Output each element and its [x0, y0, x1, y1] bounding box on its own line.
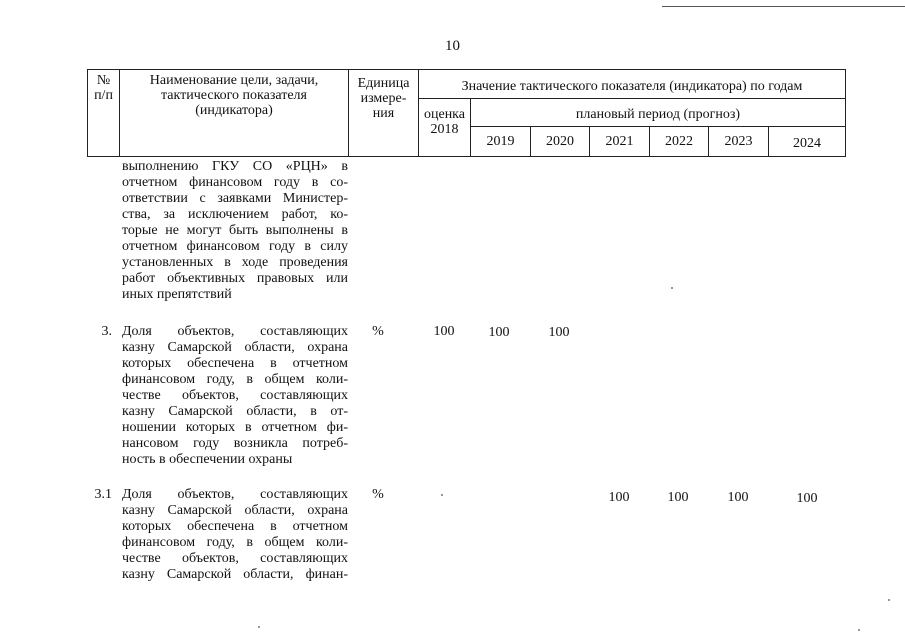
- unit-value: %: [372, 487, 384, 502]
- scan-speck: [671, 287, 673, 289]
- header-name-col: Наименование цели, задачи, тактического показателя (индикатора): [149, 73, 319, 118]
- scan-speck: [441, 494, 443, 496]
- header-right-border: [845, 69, 846, 157]
- description-line: честве объектов, составляющих: [122, 551, 348, 566]
- description-line: иных препятствий: [122, 287, 232, 302]
- value-2024: 100: [796, 491, 818, 506]
- value-2023: 100: [727, 490, 749, 505]
- header-year-2021: 2021: [605, 134, 634, 149]
- header-planned-period: плановый период (прогноз): [575, 107, 741, 122]
- header-values-title: Значение тактического показателя (индикатора) по годам: [461, 79, 803, 94]
- indicator-description: [122, 159, 348, 303]
- description-line: выполнению ГКУ СО «РЦН» в: [122, 159, 348, 174]
- description-line: которых обеспечена в отчетном: [122, 356, 348, 371]
- description-line: нансовом году возникла потреб-: [122, 436, 348, 451]
- scan-speck: [258, 626, 260, 628]
- description-line: Доля объектов, составляющих: [122, 487, 348, 502]
- unit-value: %: [372, 324, 384, 339]
- header-year-2024: 2024: [793, 136, 821, 151]
- description-line: ность в обеспечении охраны: [122, 452, 293, 467]
- header-years-divider: [470, 126, 845, 127]
- description-line: финансовом году, в общем коли-: [122, 372, 348, 387]
- description-line: торые не могут быть выполнены в: [122, 223, 348, 238]
- description-line: казну Самарской области, охрана: [122, 503, 348, 518]
- top-rule: [662, 6, 905, 7]
- description-line: честве объектов, составляющих: [122, 388, 348, 403]
- row-number: 3.1: [94, 487, 112, 502]
- description-line: ответствии с заявками Министер-: [122, 191, 348, 206]
- scan-speck: [858, 629, 860, 631]
- value-2020: 100: [548, 325, 570, 340]
- description-line: установленных в ходе проведения: [122, 255, 348, 270]
- description-line: работ объективных правовых или: [122, 271, 348, 286]
- scan-speck: [888, 599, 890, 601]
- description-line: казну Самарской области, в от-: [122, 404, 348, 419]
- description-line: ства, за исключением работ, ко-: [122, 207, 348, 222]
- row-number: 3.: [101, 324, 112, 339]
- description-line: отчетном финансовом году в силу: [122, 239, 348, 254]
- value-2018: 100: [433, 324, 455, 339]
- description-line: которых обеспечена в отчетном: [122, 519, 348, 534]
- header-estimate-col: оценка 2018: [423, 107, 465, 137]
- description-line: казну Самарской области, финан-: [122, 567, 348, 582]
- header-number-col: № п/п: [94, 73, 113, 103]
- description-line: казну Самарской области, охрана: [122, 340, 348, 355]
- description-line: отчетном финансовом году в со-: [122, 175, 348, 190]
- indicator-description: [122, 487, 348, 583]
- header-bottom-border: [87, 156, 845, 157]
- header-top-border: [87, 69, 845, 70]
- description-line: ношении которых в отчетном фи-: [122, 420, 348, 435]
- header-values-divider: [418, 98, 845, 99]
- value-2021: 100: [608, 490, 630, 505]
- page-number: 10: [445, 38, 460, 54]
- header-year-2022: 2022: [665, 134, 693, 149]
- header-year-2019: 2019: [486, 134, 515, 149]
- header-unit-col: Единица измере- ния: [357, 76, 410, 121]
- header-year-2020: 2020: [546, 134, 574, 149]
- value-2019: 100: [488, 325, 510, 340]
- description-line: финансовом году, в общем коли-: [122, 535, 348, 550]
- indicator-description: [122, 324, 348, 468]
- description-line: Доля объектов, составляющих: [122, 324, 348, 339]
- header-year-2023: 2023: [724, 134, 753, 149]
- value-2022: 100: [667, 490, 689, 505]
